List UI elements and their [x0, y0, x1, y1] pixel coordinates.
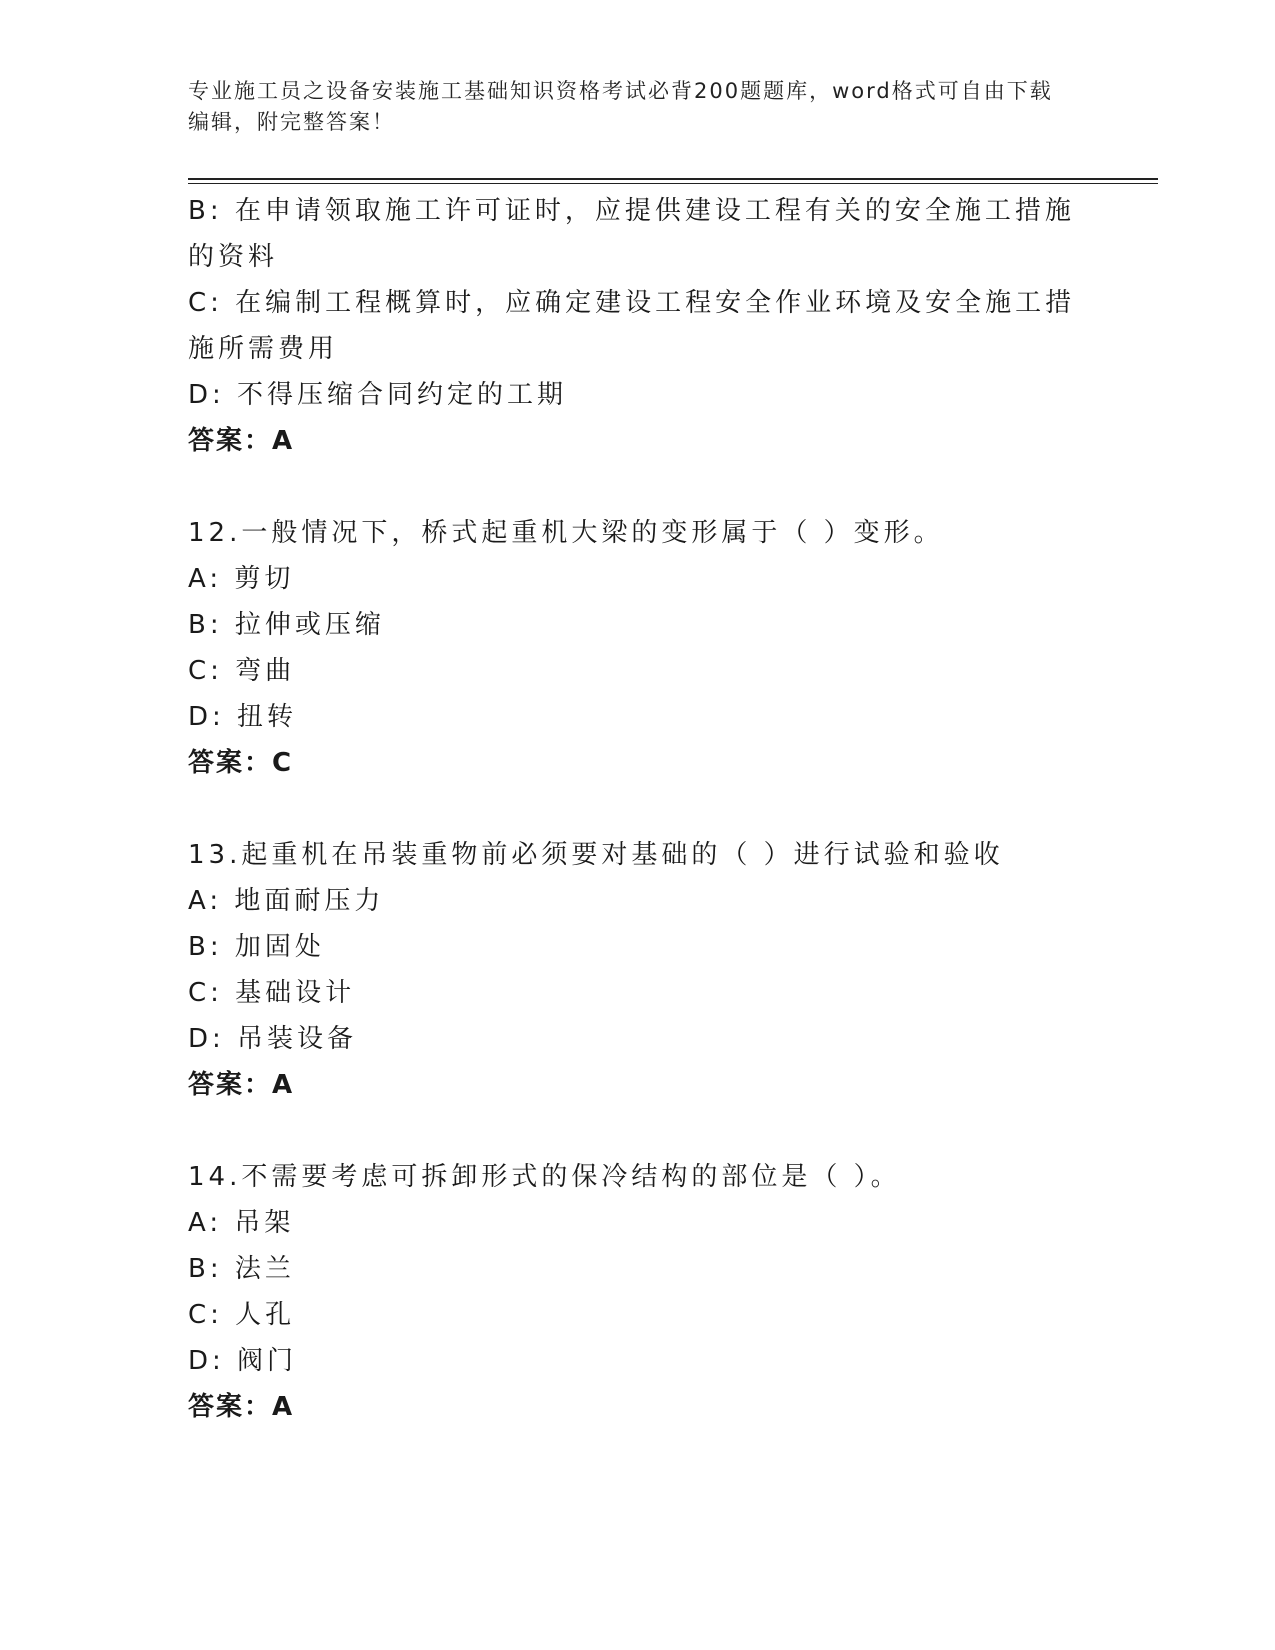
- option-b: B: 拉伸或压缩: [188, 610, 385, 640]
- option-d: D: 不得压缩合同约定的工期: [188, 380, 568, 410]
- question-11-continued: [188, 188, 1088, 464]
- question-stem: 14.不需要考虑可拆卸形式的保冷结构的部位是（ ）。: [188, 1162, 901, 1192]
- question-13: [188, 832, 1088, 1108]
- option-d: D: 吊装设备: [188, 1024, 358, 1054]
- answer-label: 答案：C: [188, 748, 294, 778]
- option-b: B: 法兰: [188, 1254, 295, 1284]
- option-a: A: 剪切: [188, 564, 295, 594]
- question-14: [188, 1154, 1088, 1430]
- option-c: C: 人孔: [188, 1300, 296, 1330]
- option-c: C: 弯曲: [188, 656, 296, 686]
- question-stem: 13.起重机在吊装重物前必须要对基础的（ ）进行试验和验收: [188, 840, 1004, 870]
- option-c: C: 在编制工程概算时，应确定建设工程安全作业环境及安全施工措施所需费用: [188, 288, 1076, 364]
- document-header: 专业施工员之设备安装施工基础知识资格考试必背200题题库，word格式可自由下载编辑，附完整答案！: [188, 79, 1053, 134]
- question-stem: 12.一般情况下，桥式起重机大梁的变形属于（ ）变形。: [188, 518, 944, 548]
- option-a: A: 吊架: [188, 1208, 295, 1238]
- question-12: [188, 510, 1088, 786]
- header-divider-thin: [188, 183, 1158, 184]
- question-content: [188, 188, 1088, 1430]
- question-spacer: [188, 464, 1088, 510]
- option-d: D: 阀门: [188, 1346, 298, 1376]
- option-b: B: 加固处: [188, 932, 325, 962]
- answer-label: 答案：A: [188, 426, 295, 456]
- header-divider-thick: [188, 178, 1158, 180]
- answer-label: 答案：A: [188, 1392, 295, 1422]
- option-a: A: 地面耐压力: [188, 886, 385, 916]
- option-c: C: 基础设计: [188, 978, 356, 1008]
- option-d: D: 扭转: [188, 702, 298, 732]
- question-spacer: [188, 1108, 1088, 1154]
- question-spacer: [188, 786, 1088, 832]
- option-b: B: 在申请领取施工许可证时，应提供建设工程有关的安全施工措施的资料: [188, 196, 1075, 272]
- answer-label: 答案：A: [188, 1070, 295, 1100]
